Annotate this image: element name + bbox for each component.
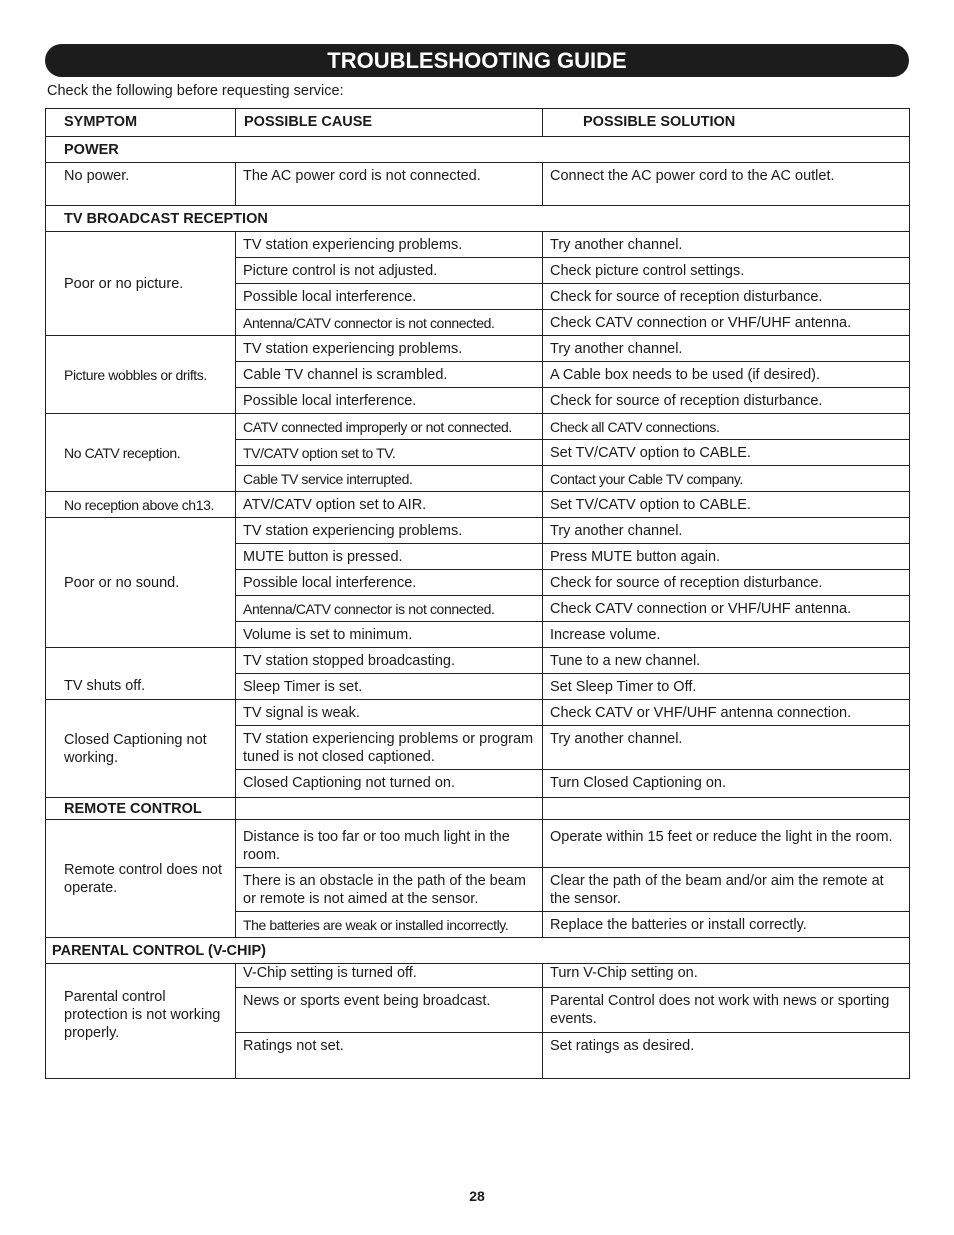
cause-cell: The batteries are weak or installed incorrectly. xyxy=(236,912,543,938)
cause-cell: Distance is too far or too much light in the room. xyxy=(236,820,543,868)
section-row xyxy=(46,206,910,232)
symptom-cell: TV shuts off. xyxy=(46,648,236,700)
symptom-cell: No reception above ch13. xyxy=(46,492,236,518)
troubleshooting-table xyxy=(45,108,910,1079)
solution-cell: Set Sleep Timer to Off. xyxy=(543,674,910,700)
table-row xyxy=(46,648,910,674)
table-row xyxy=(46,163,910,206)
symptom-cell: Poor or no picture. xyxy=(46,232,236,336)
header-symptom: SYMPTOM xyxy=(46,109,236,137)
solution-cell: Turn Closed Captioning on. xyxy=(543,770,910,798)
solution-cell: Try another channel. xyxy=(543,232,910,258)
solution-cell: Check for source of reception disturbance. xyxy=(543,570,910,596)
table-row xyxy=(46,700,910,726)
cause-cell: TV signal is weak. xyxy=(236,700,543,726)
cause-cell: Possible local interference. xyxy=(236,388,543,414)
empty-cell xyxy=(236,798,543,820)
table-row xyxy=(46,336,910,362)
solution-cell: Increase volume. xyxy=(543,622,910,648)
section-remote-control: REMOTE CONTROL xyxy=(46,798,236,820)
solution-cell: Clear the path of the beam and/or aim the remote at the sensor. xyxy=(543,868,910,912)
solution-cell: Operate within 15 feet or reduce the light in the room. xyxy=(543,820,910,868)
table-row xyxy=(46,518,910,544)
cause-cell: Closed Captioning not turned on. xyxy=(236,770,543,798)
table-row xyxy=(46,492,910,518)
solution-cell: Set ratings as desired. xyxy=(543,1033,910,1079)
cause-cell: There is an obstacle in the path of the beam or remote is not aimed at the sensor. xyxy=(236,868,543,912)
solution-cell: Try another channel. xyxy=(543,336,910,362)
solution-cell: Check CATV connection or VHF/UHF antenna. xyxy=(543,596,910,622)
cause-cell: ATV/CATV option set to AIR. xyxy=(236,492,543,518)
cause-cell: Sleep Timer is set. xyxy=(236,674,543,700)
section-row xyxy=(46,137,910,163)
solution-cell: Connect the AC power cord to the AC outlet. xyxy=(543,163,910,206)
symptom-cell: No CATV reception. xyxy=(46,414,236,492)
section-power: POWER xyxy=(46,137,910,163)
solution-cell: Check CATV or VHF/UHF antenna connection. xyxy=(543,700,910,726)
solution-cell: Press MUTE button again. xyxy=(543,544,910,570)
table-header-row xyxy=(46,109,910,137)
solution-cell: Tune to a new channel. xyxy=(543,648,910,674)
cause-cell: TV station experiencing problems or program tuned is not closed captioned. xyxy=(236,726,543,770)
cause-cell: Cable TV service interrupted. xyxy=(236,466,543,492)
intro-text: Check the following before requesting service: xyxy=(47,83,344,99)
cause-cell: MUTE button is pressed. xyxy=(236,544,543,570)
solution-cell: Try another channel. xyxy=(543,518,910,544)
cause-cell: V-Chip setting is turned off. xyxy=(236,964,543,988)
solution-cell: Set TV/CATV option to CABLE. xyxy=(543,492,910,518)
table-row xyxy=(46,232,910,258)
symptom-cell: Parental control protection is not working properly. xyxy=(46,964,236,1079)
solution-cell: Set TV/CATV option to CABLE. xyxy=(543,440,910,466)
solution-cell: Parental Control does not work with news or sporting events. xyxy=(543,988,910,1033)
solution-cell: Turn V-Chip setting on. xyxy=(543,964,910,988)
solution-cell: Check for source of reception disturbance. xyxy=(543,388,910,414)
cause-cell: News or sports event being broadcast. xyxy=(236,988,543,1033)
section-row xyxy=(46,798,910,820)
cause-cell: Possible local interference. xyxy=(236,284,543,310)
cause-cell: Cable TV channel is scrambled. xyxy=(236,362,543,388)
solution-cell: Check picture control settings. xyxy=(543,258,910,284)
section-row xyxy=(46,938,910,964)
symptom-cell: Poor or no sound. xyxy=(46,518,236,648)
solution-cell: Replace the batteries or install correctly. xyxy=(543,912,910,938)
section-parental-control: PARENTAL CONTROL (V-CHIP) xyxy=(46,938,910,964)
table-row xyxy=(46,820,910,868)
header-solution: POSSIBLE SOLUTION xyxy=(543,109,910,137)
cause-cell: Possible local interference. xyxy=(236,570,543,596)
symptom-cell: No power. xyxy=(46,163,236,206)
empty-cell xyxy=(543,798,910,820)
symptom-cell: Remote control does not operate. xyxy=(46,820,236,938)
cause-cell: The AC power cord is not connected. xyxy=(236,163,543,206)
symptom-cell: Picture wobbles or drifts. xyxy=(46,336,236,414)
table-row xyxy=(46,414,910,440)
cause-cell: Antenna/CATV connector is not connected. xyxy=(236,310,543,336)
cause-cell: Picture control is not adjusted. xyxy=(236,258,543,284)
symptom-cell: Closed Captioning not working. xyxy=(46,700,236,798)
cause-cell: CATV connected improperly or not connected. xyxy=(236,414,543,440)
solution-cell: Try another channel. xyxy=(543,726,910,770)
page-number: 28 xyxy=(469,1188,485,1204)
table-row xyxy=(46,964,910,988)
section-tv-broadcast: TV BROADCAST RECEPTION xyxy=(46,206,910,232)
header-cause: POSSIBLE CAUSE xyxy=(236,109,543,137)
cause-cell: Ratings not set. xyxy=(236,1033,543,1079)
solution-cell: A Cable box needs to be used (if desired). xyxy=(543,362,910,388)
cause-cell: Volume is set to minimum. xyxy=(236,622,543,648)
cause-cell: TV station experiencing problems. xyxy=(236,518,543,544)
solution-cell: Check CATV connection or VHF/UHF antenna. xyxy=(543,310,910,336)
cause-cell: TV/CATV option set to TV. xyxy=(236,440,543,466)
cause-cell: Antenna/CATV connector is not connected. xyxy=(236,596,543,622)
cause-cell: TV station experiencing problems. xyxy=(236,336,543,362)
solution-cell: Check for source of reception disturbance. xyxy=(543,284,910,310)
solution-cell: Contact your Cable TV company. xyxy=(543,466,910,492)
cause-cell: TV station stopped broadcasting. xyxy=(236,648,543,674)
page-title: TROUBLESHOOTING GUIDE xyxy=(45,44,909,77)
solution-cell: Check all CATV connections. xyxy=(543,414,910,440)
cause-cell: TV station experiencing problems. xyxy=(236,232,543,258)
